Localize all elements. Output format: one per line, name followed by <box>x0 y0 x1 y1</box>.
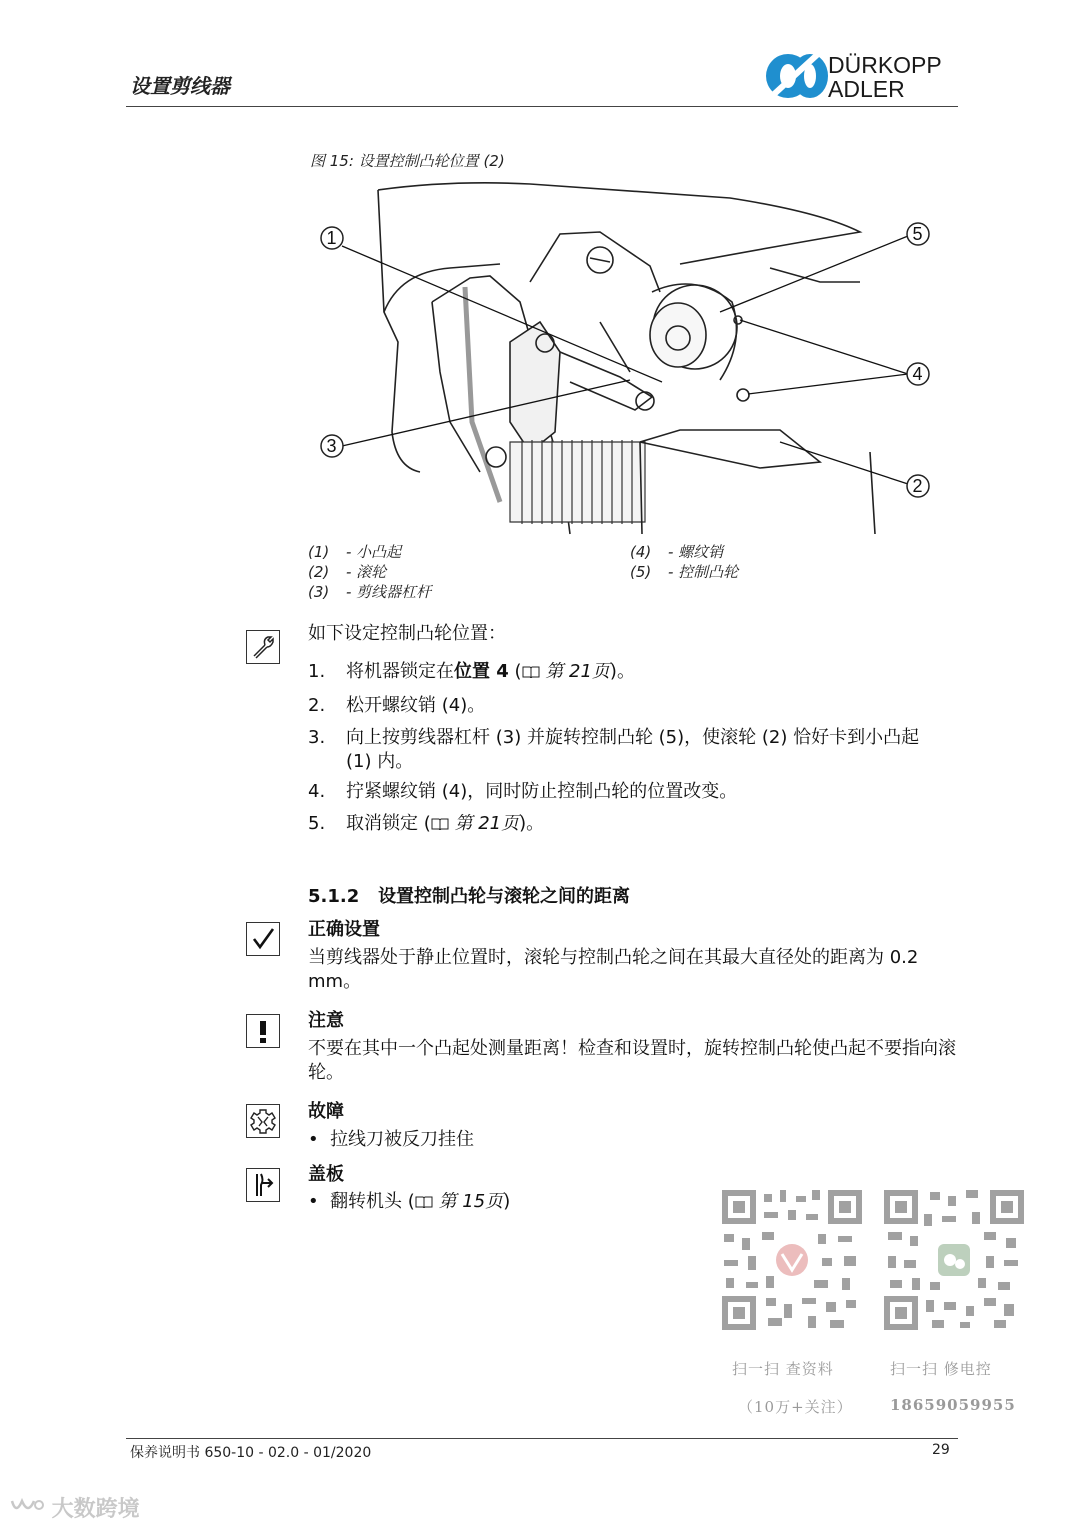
book-icon <box>522 666 540 678</box>
cover-heading: 盖板 <box>308 1164 344 1185</box>
callout-5 <box>907 223 929 245</box>
book-icon <box>415 1196 433 1208</box>
section-heading <box>308 882 630 908</box>
logo-line2: ADLER <box>828 76 905 102</box>
legend-label: - 小凸起 <box>346 543 402 561</box>
svg-text:5: 5 <box>912 224 923 244</box>
fault-bullet: • 拉线刀被反刀挂住 <box>308 1129 475 1150</box>
callout-4 <box>907 363 929 385</box>
qr-code-left[interactable] <box>718 1186 866 1334</box>
legend-label: - 滚轮 <box>346 563 387 581</box>
page-reference-link[interactable]: 第 21页 <box>454 813 520 834</box>
exclamation-icon <box>246 1014 280 1048</box>
legend-num: (2) <box>308 563 330 581</box>
qr-right-caption: 扫一扫 修电控 <box>890 1360 992 1378</box>
gear-fault-icon <box>246 1104 280 1138</box>
legend-item <box>630 542 723 562</box>
svg-text:3: 3 <box>326 436 337 456</box>
watermark-logo-icon <box>8 1497 44 1519</box>
page-header-title: 设置剪线器 <box>130 74 230 98</box>
header-divider <box>126 106 958 107</box>
svg-text:1: 1 <box>326 228 337 248</box>
step-number: 2. <box>308 695 326 716</box>
fault-bullet-text: 拉线刀被反刀挂住 <box>330 1129 475 1150</box>
legend-label: - 螺纹销 <box>668 543 724 561</box>
callout-3 <box>321 435 343 457</box>
book-icon <box>431 818 449 830</box>
step-number: 4. <box>308 781 326 802</box>
watermark-text: 大数跨境 <box>51 1497 140 1522</box>
callout-1 <box>321 227 343 249</box>
svg-text:4: 4 <box>912 364 923 384</box>
step-text: 向上按剪线器杠杆 (3) 并旋转控制凸轮 (5)，使滚轮 (2) 恰好卡到小凸起 (1) 内。 <box>346 727 920 772</box>
qr-right-phone: 18659059955 <box>890 1396 1016 1414</box>
legend-num: (4) <box>630 543 652 561</box>
checkmark-icon <box>246 922 280 956</box>
procedure-step <box>308 726 958 774</box>
step-number: 5. <box>308 813 326 834</box>
correct-setting-text: 当剪线器处于静止位置时，滚轮与控制凸轮之间在其最大直径处的距离为 0.2 mm。 <box>308 947 919 992</box>
notice-heading: 注意 <box>308 1010 344 1031</box>
footer-divider <box>126 1438 958 1439</box>
step-text: 拧紧螺纹销 (4)，同时防止控制凸轮的位置改变。 <box>346 781 738 802</box>
step-text: 松开螺纹销 (4)。 <box>346 695 486 716</box>
procedure-step <box>308 694 958 718</box>
procedure-step: 5. 取消锁定 ( 第 21页)。 <box>308 813 545 834</box>
correct-setting-heading: 正确设置 <box>308 919 380 940</box>
legend-num: (5) <box>630 563 652 581</box>
wrench-icon <box>246 630 280 664</box>
section-title: 设置控制凸轮与滚轮之间的距离 <box>378 886 631 907</box>
section-number: 5.1.2 <box>308 886 360 907</box>
legend-num: (1) <box>308 543 330 561</box>
step-number: 3. <box>308 727 326 748</box>
procedure-step: 1. 将机器锁定在位置 4 ( 第 21页)。 <box>308 661 635 682</box>
figure-caption: 图 15: 设置控制凸轮位置 (2) <box>310 152 505 170</box>
callout-2 <box>907 475 929 497</box>
legend-item <box>308 582 431 602</box>
legend-item <box>308 562 386 582</box>
page-reference-link[interactable]: 第 15页 <box>438 1191 504 1212</box>
page-reference-link[interactable]: 第 21页 <box>545 661 610 682</box>
page-number: 29 <box>932 1442 950 1458</box>
notice-text: 不要在其中一个凸起处测量距离！检查和设置时，旋转控制凸轮使凸起不要指向滚轮。 <box>308 1038 956 1083</box>
qr-left-subcaption: （10万+关注） <box>738 1398 853 1416</box>
cover-bullet: • 翻转机头 ( 第 15页) <box>308 1191 511 1212</box>
step-number: 1. <box>308 661 326 682</box>
logo-line1: DÜRKOPP <box>828 52 942 78</box>
procedure-intro: 如下设定控制凸轮位置： <box>308 623 506 644</box>
watermark <box>8 1492 140 1523</box>
svg-text:2: 2 <box>912 476 923 496</box>
legend-item <box>308 542 401 562</box>
cover-plate-icon <box>246 1168 280 1202</box>
legend-item <box>630 562 738 582</box>
brand-logo <box>762 50 962 102</box>
legend-label: - 剪线器杠杆 <box>346 583 432 601</box>
legend-num: (3) <box>308 583 330 601</box>
procedure-step <box>308 780 958 804</box>
fault-heading: 故障 <box>308 1101 344 1122</box>
qr-code-right[interactable] <box>880 1186 1028 1334</box>
footer-document-id: 保养说明书 650-10 - 02.0 - 01/2020 <box>130 1445 372 1461</box>
qr-left-caption: 扫一扫 查资料 <box>732 1360 834 1378</box>
machine-illustration <box>300 172 960 542</box>
legend-label: - 控制凸轮 <box>668 563 739 581</box>
